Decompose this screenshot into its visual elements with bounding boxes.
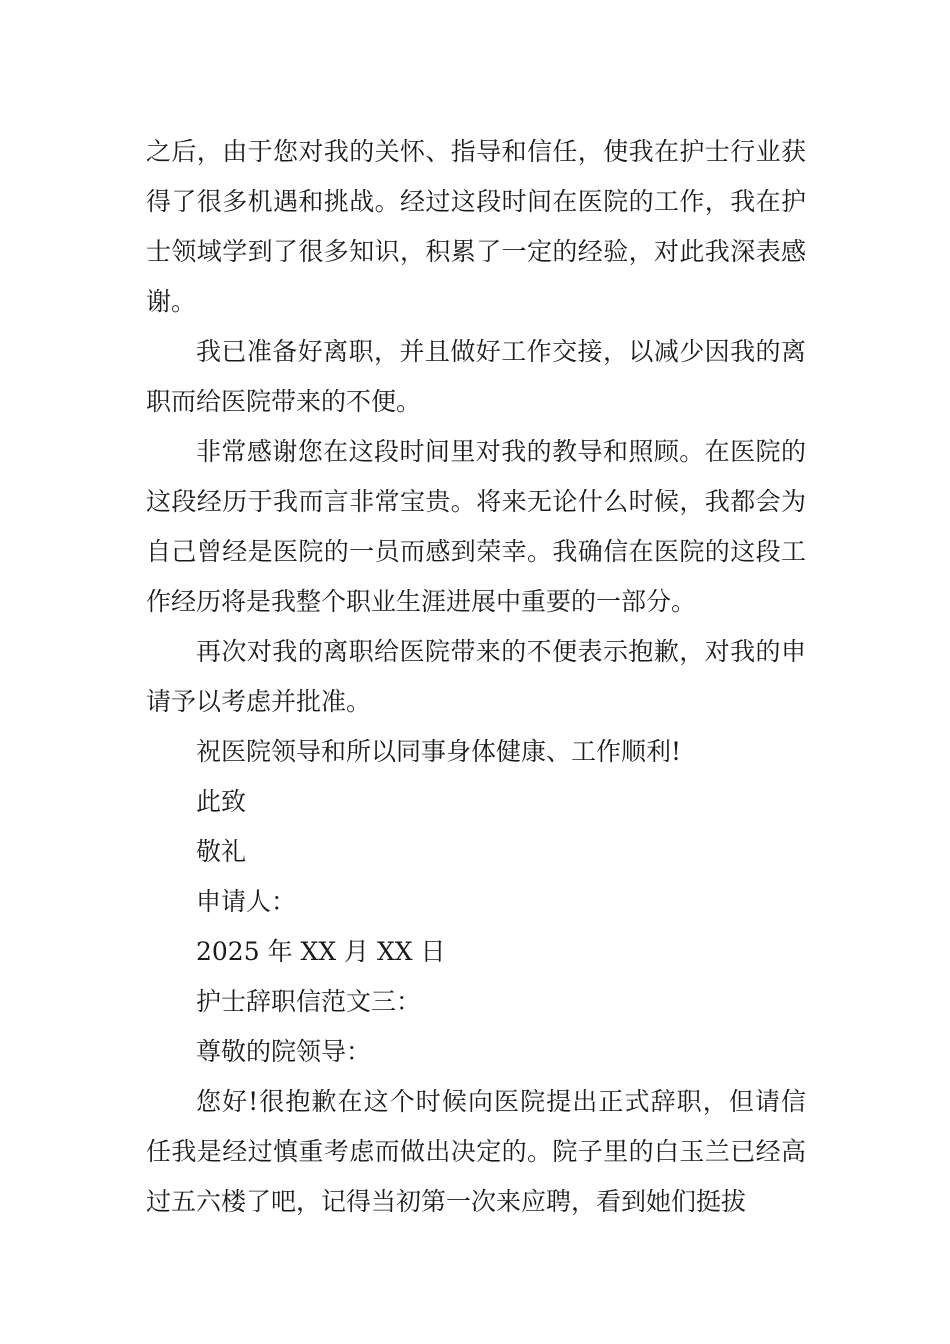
salutation-line: 尊敬的院领导： [196,1037,372,1066]
closing-line-2: 敬礼 [196,837,247,866]
paragraph-handover: 我已准备好离职，并且做好工作交接，以减少因我的离职而给医院带来的不便。 [146,337,806,416]
section-title: 护士辞职信范文三： [196,987,422,1016]
paragraph-gratitude: 之后，由于您对我的关怀、指导和信任，使我在护士行业获得了很多机遇和挑战。经过这段时间在医院的工作，我在护士领域学到了很多知识，积累了一定的经验，对此我深表感谢。 [146,137,806,316]
paragraph-letter3-opening: 您好!很抱歉在这个时候向医院提出正式辞职，但请信任我是经过慎重考虑而做出决定的。院子里的白玉兰已经高过五六楼了吧，记得当初第一次来应聘，看到她们挺拔 [146,1087,806,1216]
wish-line: 祝医院领导和所以同事身体健康、工作顺利! [196,737,682,766]
letter-text [146,127,806,1227]
paragraph-apology: 再次对我的离职给医院带来的不便表示抱歉，对我的申请予以考虑并批准。 [146,637,806,716]
closing-line-1: 此致 [196,787,247,816]
applicant-line: 申请人： [196,887,297,916]
date-line: 2025 年 XX 月 XX 日 [196,937,446,966]
paragraph-thanks: 非常感谢您在这段时间里对我的教导和照顾。在医院的这段经历于我而言非常宝贵。将来无论什么时候，我都会为自己曾经是医院的一员而感到荣幸。我确信在医院的这段工作经历将是我整个职业生涯进展中重要的一部分。 [146,437,806,616]
